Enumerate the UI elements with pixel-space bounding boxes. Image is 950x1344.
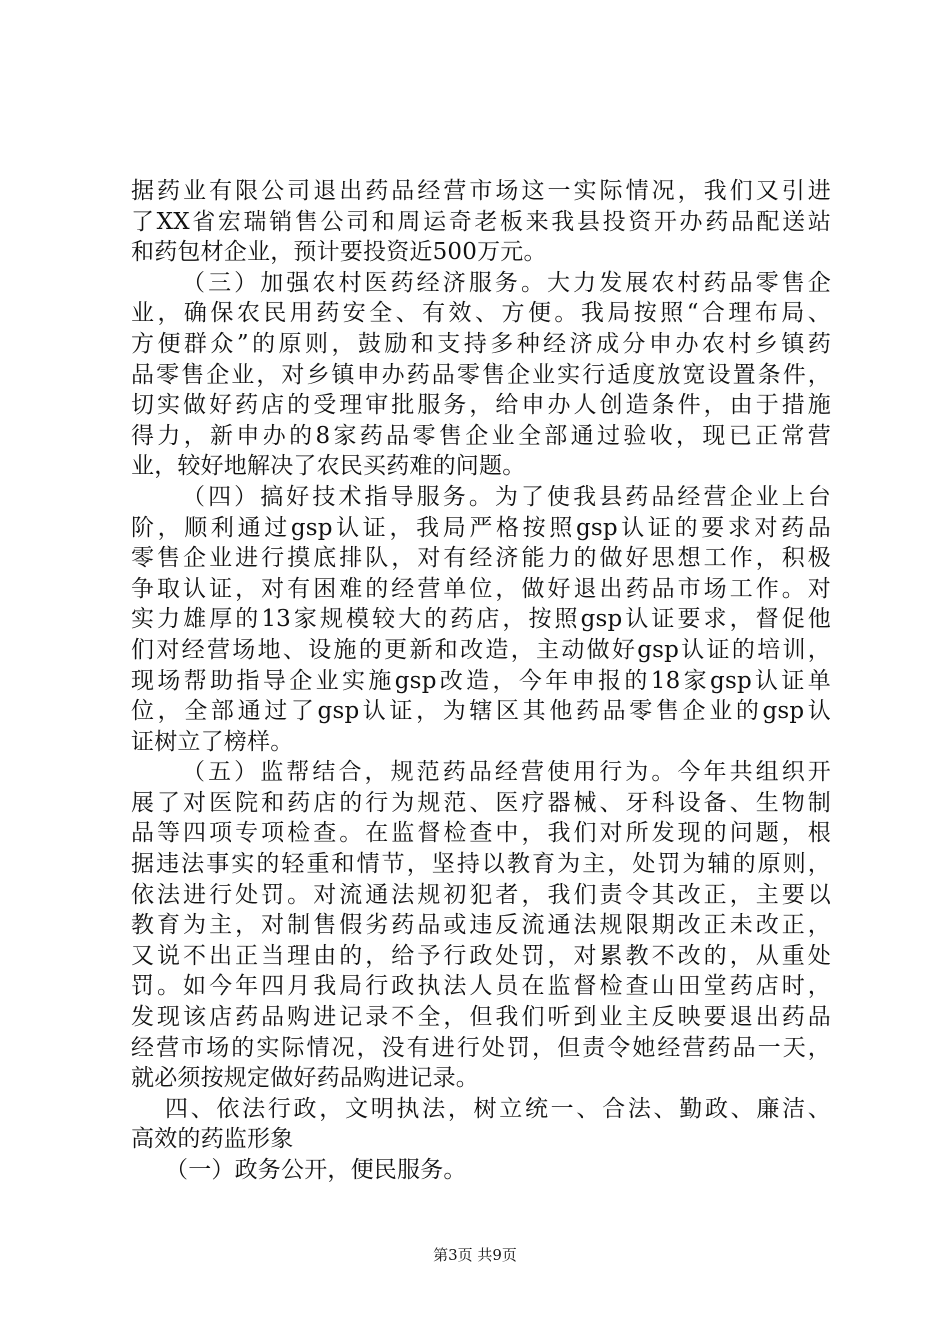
page-number-footer: 第3页 共9页 xyxy=(433,1246,517,1264)
text-line: 们对经营场地、设施的更新和改造，主动做好gsp认证的培训， xyxy=(131,636,831,663)
text-line: 据药业有限公司退出药品经营市场这一实际情况，我们又引进 xyxy=(131,178,831,204)
text-line: 就必须按规定做好药品购进记录。 xyxy=(131,1065,479,1092)
text-line: 阶，顺利通过gsp认证，我局严格按照gsp认证的要求对药品 xyxy=(131,514,831,541)
text-line: 品零售企业，对乡镇申办药品零售企业实行适度放宽设置条件， xyxy=(131,361,831,388)
text-line: 和药包材企业，预计要投资近500万元。 xyxy=(131,239,547,266)
text-line: 位，全部通过了gsp认证，为辖区其他药品零售企业的gsp认 xyxy=(131,698,831,725)
chapter-heading-line: 四、依法行政，文明执法，树立统一、合法、勤政、廉洁、 xyxy=(165,1095,831,1122)
text-line: 争取认证，对有困难的经营单位，做好退出药品市场工作。对 xyxy=(131,575,831,602)
text-line: 业，确保农民用药安全、有效、方便。我局按照“合理布局、 xyxy=(131,300,831,327)
text-line: 依法进行处罚。对流通法规初犯者，我们责令其改正，主要以 xyxy=(131,881,831,908)
text-line: 零售企业进行摸底排队，对有经济能力的做好思想工作，积极 xyxy=(131,545,831,572)
subsection-heading-line: （一）政务公开，便民服务。 xyxy=(165,1157,467,1183)
text-line: 发现该店药品购进记录不全，但我们听到业主反映要退出药品 xyxy=(131,1004,831,1031)
text-line: 证树立了榜样。 xyxy=(131,728,294,755)
text-line: 得力，新申办的8家药品零售企业全部通过验收，现已正常营 xyxy=(131,422,831,449)
text-line: 切实做好药店的受理审批服务，给申办人创造条件，由于措施 xyxy=(131,392,831,419)
text-line: 方便群众”的原则，鼓励和支持多种经济成分申办农村乡镇药 xyxy=(131,330,831,357)
text-line: 展了对医院和药店的行为规范、医疗器械、牙科设备、生物制 xyxy=(131,789,831,816)
text-line: 罚。如今年四月我局行政执法人员在监督检查山田堂药店时， xyxy=(131,973,831,1000)
text-line: 教育为主，对制售假劣药品或违反流通法规限期改正未改正， xyxy=(131,912,831,939)
document-body xyxy=(131,176,831,1186)
section-heading-line: （三）加强农村医药经济服务。大力发展农村药品零售企 xyxy=(182,269,831,296)
text-line: 现场帮助指导企业实施gsp改造，今年申报的18家gsp认证单 xyxy=(131,667,831,694)
text-line: 实力雄厚的13家规模较大的药店，按照gsp认证要求，督促他 xyxy=(131,606,831,633)
text-line: 据违法事实的轻重和情节，坚持以教育为主，处罚为辅的原则， xyxy=(131,851,831,878)
text-line: 业，较好地解决了农民买药难的问题。 xyxy=(131,453,526,480)
chapter-heading-line: 高效的药监形象 xyxy=(131,1126,294,1153)
text-line: 经营市场的实际情况，没有进行处罚，但责令她经营药品一天， xyxy=(131,1034,831,1061)
text-line: 又说不出正当理由的，给予行政处罚，对累教不改的，从重处 xyxy=(131,942,831,969)
section-heading-line: （五）监帮结合，规范药品经营使用行为。今年共组织开 xyxy=(182,759,831,786)
text-line: 了XX省宏瑞销售公司和周运奇老板来我县投资开办药品配送站 xyxy=(131,208,831,235)
section-heading-line: （四）搞好技术指导服务。为了使我县药品经营企业上台 xyxy=(182,483,831,510)
text-line: 品等四项专项检查。在监督检查中，我们对所发现的问题，根 xyxy=(131,820,831,847)
